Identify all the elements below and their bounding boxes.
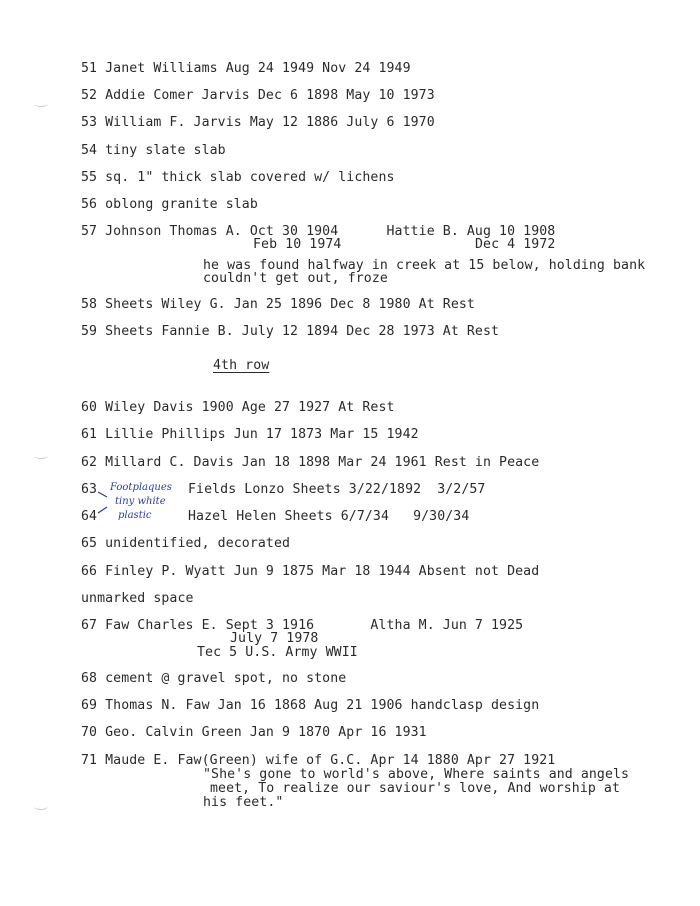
handwritten-note-line2: tiny white (115, 496, 166, 507)
entry-64-number: 64 (81, 509, 98, 524)
entry-57-death-hattie: Dec 4 1972 (475, 237, 556, 252)
entry-71-epitaph-line2: meet, To realize our saviour's love, And worship at (210, 781, 621, 796)
entry-64: Hazel Helen Sheets 6/7/34 9/30/34 (188, 509, 470, 524)
entry-63-number: 63 (81, 482, 98, 497)
entry-71-line1: 71 Maude E. Faw(Green) wife of G.C. Apr 14 1880 Apr 27 1921 (81, 753, 556, 768)
entry-57-note-line2: couldn't get out, froze (203, 271, 388, 286)
entry-55: 55 sq. 1" thick slab covered w/ lichens (81, 170, 395, 185)
entry-71-epitaph-line1: "She's gone to world's above, Where saints and angels (203, 767, 630, 782)
entry-63: Fields Lonzo Sheets 3/22/1892 3/2/57 (188, 482, 486, 497)
entry-66: 66 Finley P. Wyatt Jun 9 1875 Mar 18 1944 Absent not Dead (81, 564, 540, 579)
entry-57-death-thomas: Feb 10 1974 (253, 237, 342, 252)
punch-hole-mark (34, 452, 48, 459)
entry-59: 59 Sheets Fannie B. July 12 1894 Dec 28 1973 At Rest (81, 324, 500, 339)
entry-70: 70 Geo. Calvin Green Jan 9 1870 Apr 16 1931 (81, 725, 427, 740)
entry-57-note-line1: he was found halfway in creek at 15 below, holding bank (203, 258, 646, 273)
entry-61: 61 Lillie Phillips Jun 17 1873 Mar 15 1942 (81, 427, 419, 442)
entry-58: 58 Sheets Wiley G. Jan 25 1896 Dec 8 1980 At Rest (81, 297, 475, 312)
handwritten-note-line1: Footplaques (110, 482, 172, 493)
entry-53: 53 William F. Jarvis May 12 1886 July 6 1970 (81, 115, 435, 130)
entry-51: 51 Janet Williams Aug 24 1949 Nov 24 1949 (81, 61, 411, 76)
entry-54: 54 tiny slate slab (81, 143, 226, 158)
entry-57-line1: 57 Johnson Thomas A. Oct 30 1904 Hattie B. Aug 10 1908 (81, 224, 556, 239)
entry-69: 69 Thomas N. Faw Jan 16 1868 Aug 21 1906 handclasp design (81, 698, 540, 713)
entry-71-epitaph-line3: his feet." (203, 795, 284, 810)
entry-67-death: July 7 1978 (230, 631, 319, 646)
entry-68: 68 cement @ gravel spot, no stone (81, 671, 347, 686)
handwritten-bracket-icon (97, 486, 111, 518)
row-heading: 4th row (213, 358, 270, 373)
unmarked-space: unmarked space (81, 591, 194, 606)
entry-67-service: Tec 5 U.S. Army WWII (197, 645, 358, 660)
punch-hole-mark (34, 100, 48, 107)
punch-hole-mark (34, 803, 48, 810)
entry-52: 52 Addie Comer Jarvis Dec 6 1898 May 10 1973 (81, 88, 435, 103)
entry-65: 65 unidentified, decorated (81, 536, 291, 551)
entry-60: 60 Wiley Davis 1900 Age 27 1927 At Rest (81, 400, 395, 415)
entry-67-line1: 67 Faw Charles E. Sept 3 1916 Altha M. Jun 7 1925 (81, 618, 524, 633)
handwritten-note-line3: plastic (118, 510, 152, 521)
entry-62: 62 Millard C. Davis Jan 18 1898 Mar 24 1961 Rest in Peace (81, 455, 540, 470)
entry-56: 56 oblong granite slab (81, 197, 258, 212)
